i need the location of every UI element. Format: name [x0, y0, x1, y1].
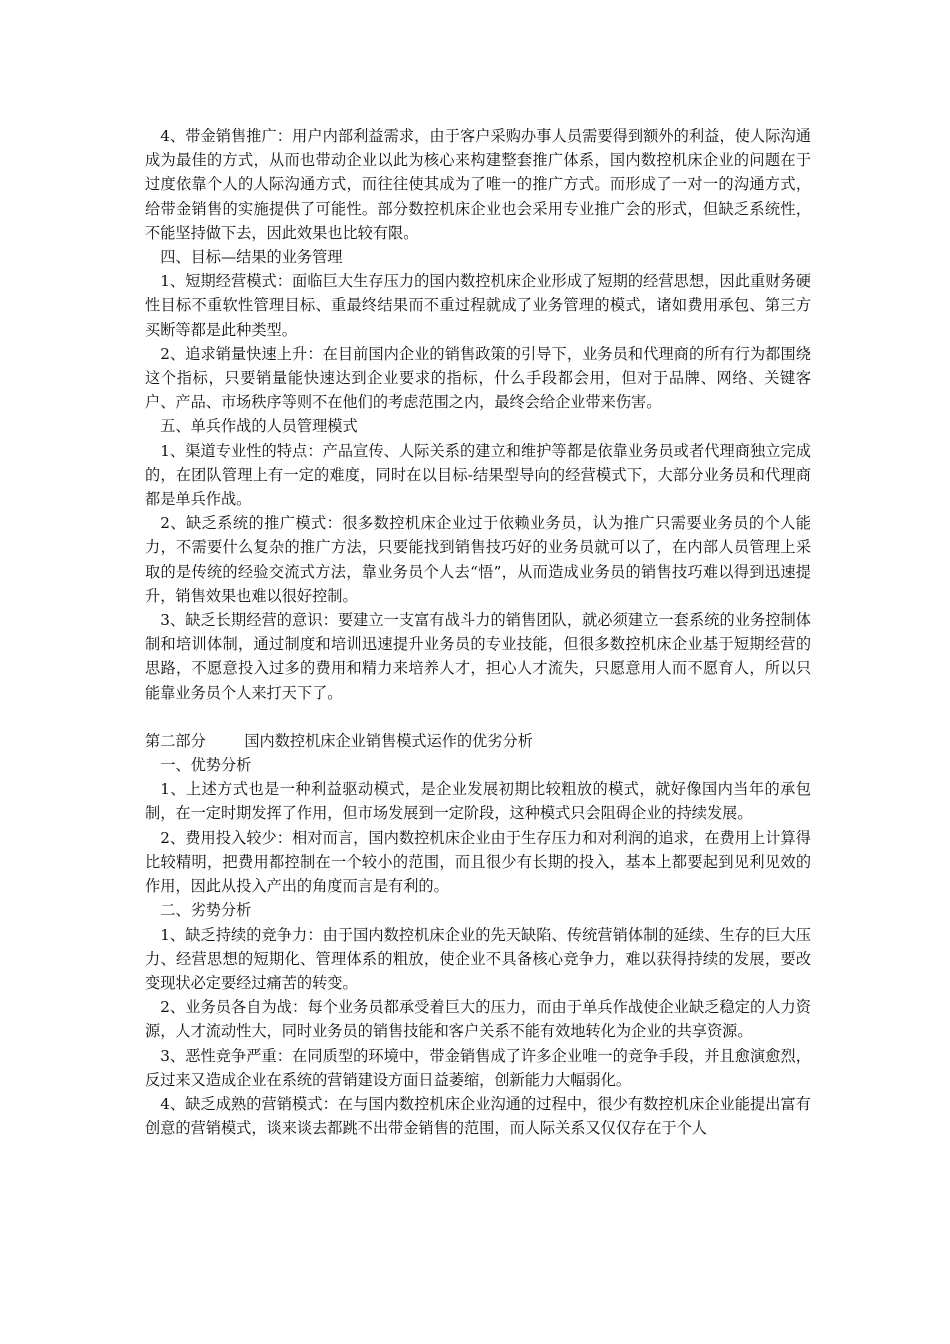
section-heading: 一、优势分析	[160, 756, 252, 775]
section-heading: 五、单兵作战的人员管理模式	[160, 417, 358, 436]
part-title: 第二部分 国内数控机床企业销售模式运作的优劣分析	[145, 731, 533, 750]
paragraph: 3、恶性竞争严重：在同质型的环境中，带金销售成了许多企业唯一的竞争手段，并且愈演愈烈，反过来又造成企业在系统的营销建设方面日益萎缩，创新能力大幅弱化。	[145, 1046, 811, 1089]
paragraph: 4、缺乏成熟的营销模式：在与国内数控机床企业沟通的过程中，很少有数控机床企业能提出富有创意的营销模式，谈来谈去都跳不出带金销售的范围，而人际关系又仅仅存在于个人	[145, 1094, 811, 1138]
paragraph: 3、缺乏长期经营的意识：要建立一支富有战斗力的销售团队，就必须建立一套系统的业务控制体制和培训体制，通过制度和培训迅速提升业务员的专业技能，但很多数控机床企业基于短期经营的思路，不愿意投入过多的费用和精力来培养人才，担心人才流失，只愿意用人而不愿育人，所以只能靠业务员个人来打天下了。	[145, 611, 811, 702]
paragraph: 1、渠道专业性的特点：产品宣传、人际关系的建立和维护等都是依靠业务员或者代理商独立完成的，在团队管理上有一定的难度，同时在以目标-结果型导向的经营模式下，大部分业务员和代理商都是单兵作战。	[145, 441, 811, 509]
paragraph: 2、业务员各自为战：每个业务员都承受着巨大的压力，而由于单兵作战使企业缺乏稳定的人力资源，人才流动性大，同时业务员的销售技能和客户关系不能有效地转化为企业的共享资源。	[145, 998, 811, 1041]
section-b	[145, 753, 811, 1140]
paragraph: 1、短期经营模式：面临巨大生存压力的国内数控机床企业形成了短期的经营思想，因此重财务硬性目标不重软性管理目标、重最终结果而不重过程就成了业务管理的模式，诸如费用承包、第三方买断等都是此种类型。	[145, 272, 811, 339]
paragraph: 2、缺乏系统的推广模式：很多数控机床企业过于依赖业务员，认为推广只需要业务员的个人能力，不需要什么复杂的推广方法，只要能找到销售技巧好的业务员就可以了，在内部人员管理上采取的是传统的经验交流式方法，靠业务员个人去“悟”，从而造成业务员的销售技巧难以得到迅速提升，销售效果也难以很好控制。	[145, 514, 811, 605]
document-page	[145, 124, 811, 1140]
section-heading: 四、目标—结果的业务管理	[160, 248, 343, 267]
paragraph: 4、带金销售推广：用户内部利益需求，由于客户采购办事人员需要得到额外的利益，使人际沟通成为最佳的方式，从而也带动企业以此为核心来构建整套推广体系，国内数控机床企业的问题在于过度依靠个人的人际沟通方式，而往往使其成为了唯一的推广方式。而形成了一对一的沟通方式，给带金销售的实施提供了可能性。部分数控机床企业也会采用专业推广会的形式，但缺乏系统性，不能坚持做下去，因此效果也比较有限。	[145, 127, 811, 242]
paragraph: 1、缺乏持续的竞争力：由于国内数控机床企业的先天缺陷、传统营销体制的延续、生存的巨大压力、经营思想的短期化、管理体系的粗放，使企业不具备核心竞争力，难以获得持续的发展，要改变现状必定要经过痛苦的转变。	[145, 925, 811, 992]
paragraph: 2、费用投入较少：相对而言，国内数控机床企业由于生存压力和对利润的追求，在费用上计算得比较精明，把费用都控制在一个较小的范围，而且很少有长期的投入，基本上都要起到见利见效的作用，因此从投入产出的角度而言是有利的。	[145, 828, 811, 896]
paragraph: 1、上述方式也是一种利益驱动模式，是企业发展初期比较粗放的模式，就好像国内当年的承包制，在一定时期发挥了作用，但市场发展到一定阶段，这种模式只会阻碍企业的持续发展。	[145, 780, 811, 823]
section-a	[145, 124, 811, 705]
paragraph: 2、追求销量快速上升：在目前国内企业的销售政策的引导下，业务员和代理商的所有行为都围绕这个指标，只要销量能快速达到企业要求的指标，什么手段都会用，但对于品牌、网络、关键客户、产品、市场秩序等则不在他们的考虑范围之内，最终会给企业带来伤害。	[145, 344, 811, 412]
blank-line	[145, 705, 811, 729]
section-heading: 二、劣势分析	[160, 901, 252, 920]
